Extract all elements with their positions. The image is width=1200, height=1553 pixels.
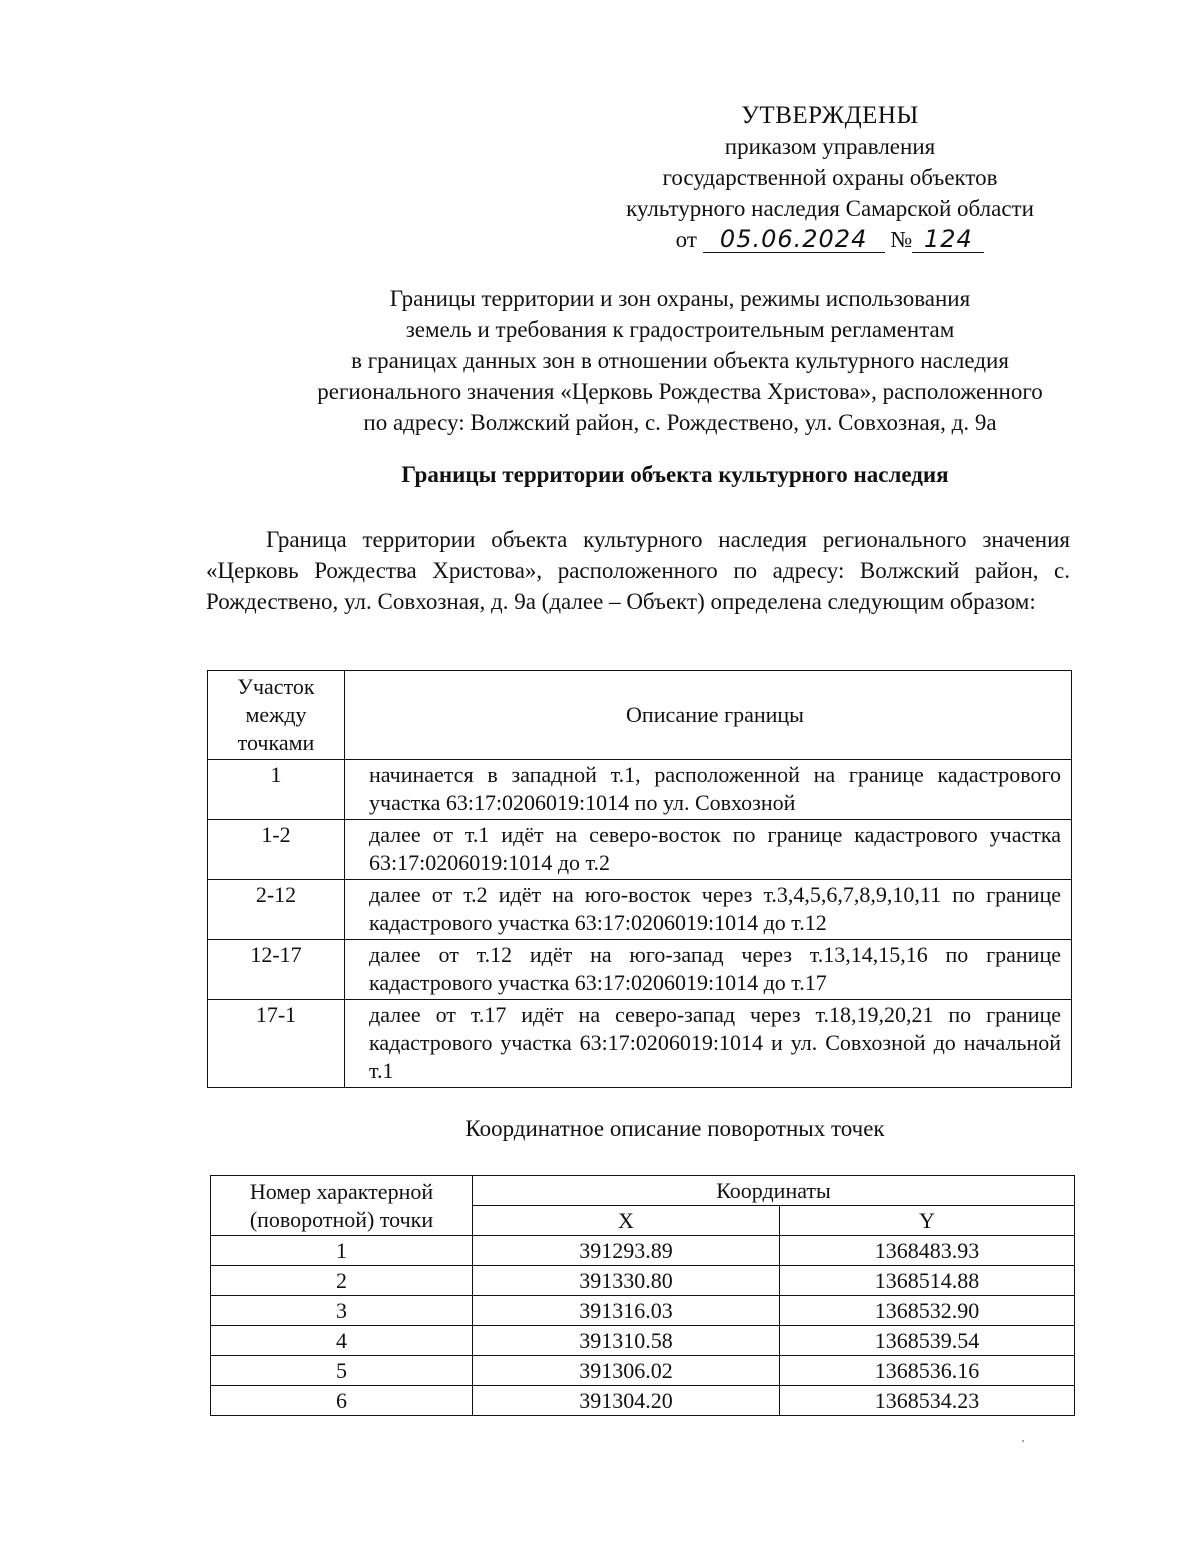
coords-table-header — [211, 1176, 1075, 1206]
table-row — [208, 1000, 1072, 1088]
date-prefix: от — [675, 227, 697, 252]
y-cell: 1368514.88 — [780, 1266, 1075, 1296]
description-cell: далее от т.1 идёт на северо-восток по границе кадастрового участка 63:17:0206019:1014 до т.2 — [345, 820, 1072, 880]
number-value: 124 — [912, 226, 984, 253]
segment-cell: 2-12 — [208, 880, 345, 940]
header-description: Описание границы — [345, 671, 1072, 760]
header-point: Номер характерной (поворотной) точки — [211, 1176, 473, 1236]
x-cell: 391306.02 — [473, 1356, 780, 1386]
approval-date-line — [560, 224, 1100, 255]
segment-cell: 1 — [208, 760, 345, 820]
date-value: 05.06.2024 — [703, 226, 885, 253]
x-cell: 391316.03 — [473, 1296, 780, 1326]
heading-line: Границы территории и зон охраны, режимы использования — [389, 286, 971, 311]
table-row — [211, 1296, 1075, 1326]
approval-title: УТВЕРЖДЕНЫ — [741, 102, 919, 129]
x-cell: 391304.20 — [473, 1386, 780, 1416]
x-cell: 391310.58 — [473, 1326, 780, 1356]
point-cell: 4 — [211, 1326, 473, 1356]
y-cell: 1368483.93 — [780, 1236, 1075, 1266]
approval-line-3: культурного наследия Самарской области — [626, 196, 1034, 221]
document-heading — [180, 283, 1180, 438]
header-coords: Координаты — [473, 1176, 1075, 1206]
scan-speck — [1022, 1440, 1024, 1442]
table-row — [211, 1326, 1075, 1356]
table-row — [208, 940, 1072, 1000]
coords-table — [210, 1175, 1075, 1416]
table-row — [211, 1386, 1075, 1416]
heading-line: регионального значения «Церковь Рождества Христова», расположенного — [317, 379, 1043, 404]
segment-cell: 1-2 — [208, 820, 345, 880]
segment-cell: 12-17 — [208, 940, 345, 1000]
approval-line-1: приказом управления — [724, 134, 936, 159]
number-prefix: № — [890, 227, 913, 252]
table-row — [208, 820, 1072, 880]
intro-paragraph: Граница территории объекта культурного наследия регионального значения «Церковь Рождества Христова», расположенного по адресу: Волжский район, с. Рождествено, ул. Совхозная, д. 9а (далее – Объект) определена следующим образом: — [206, 527, 1070, 614]
segment-cell: 17-1 — [208, 1000, 345, 1088]
heading-line: по адресу: Волжский район, с. Рождествено, ул. Совхозная, д. 9а — [363, 410, 997, 435]
boundary-table-header — [208, 671, 1072, 760]
description-cell: далее от т.12 идёт на юго-запад через т.13,14,15,16 по границе кадастрового участка 63:17:0206019:1014 до т.17 — [345, 940, 1072, 1000]
table-row — [208, 880, 1072, 940]
x-cell: 391330.80 — [473, 1266, 780, 1296]
y-cell: 1368536.16 — [780, 1356, 1075, 1386]
point-cell: 2 — [211, 1266, 473, 1296]
point-cell: 1 — [211, 1236, 473, 1266]
y-cell: 1368539.54 — [780, 1326, 1075, 1356]
header-x: X — [473, 1206, 780, 1236]
coords-caption: Координатное описание поворотных точек — [465, 1116, 885, 1141]
approval-line-2: государственной охраны объектов — [662, 165, 998, 190]
description-cell: далее от т.2 идёт на юго-восток через т.3,4,5,6,7,8,9,10,11 по границе кадастрового участка 63:17:0206019:1014 до т.12 — [345, 880, 1072, 940]
header-segment: Участок между точками — [208, 671, 345, 760]
description-cell: далее от т.17 идёт на северо-запад через т.18,19,20,21 по границе кадастрового участка 63:17:0206019:1014 и ул. Совхозной до начальной т.1 — [345, 1000, 1072, 1088]
heading-line: в границах данных зон в отношении объекта культурного наследия — [351, 348, 1009, 373]
heading-line: земель и требования к градостроительным регламентам — [405, 317, 955, 342]
x-cell: 391293.89 — [473, 1236, 780, 1266]
point-cell: 5 — [211, 1356, 473, 1386]
point-cell: 6 — [211, 1386, 473, 1416]
point-cell: 3 — [211, 1296, 473, 1326]
description-cell: начинается в западной т.1, расположенной на границе кадастрового участка 63:17:0206019:1014 по ул. Совхозной — [345, 760, 1072, 820]
section-title: Границы территории объекта культурного наследия — [401, 462, 949, 487]
y-cell: 1368534.23 — [780, 1386, 1075, 1416]
table-row — [211, 1266, 1075, 1296]
boundary-table — [207, 670, 1072, 1088]
table-row — [211, 1236, 1075, 1266]
approval-block — [560, 100, 1100, 255]
table-row — [208, 760, 1072, 820]
header-y: Y — [780, 1206, 1075, 1236]
table-row — [211, 1356, 1075, 1386]
y-cell: 1368532.90 — [780, 1296, 1075, 1326]
